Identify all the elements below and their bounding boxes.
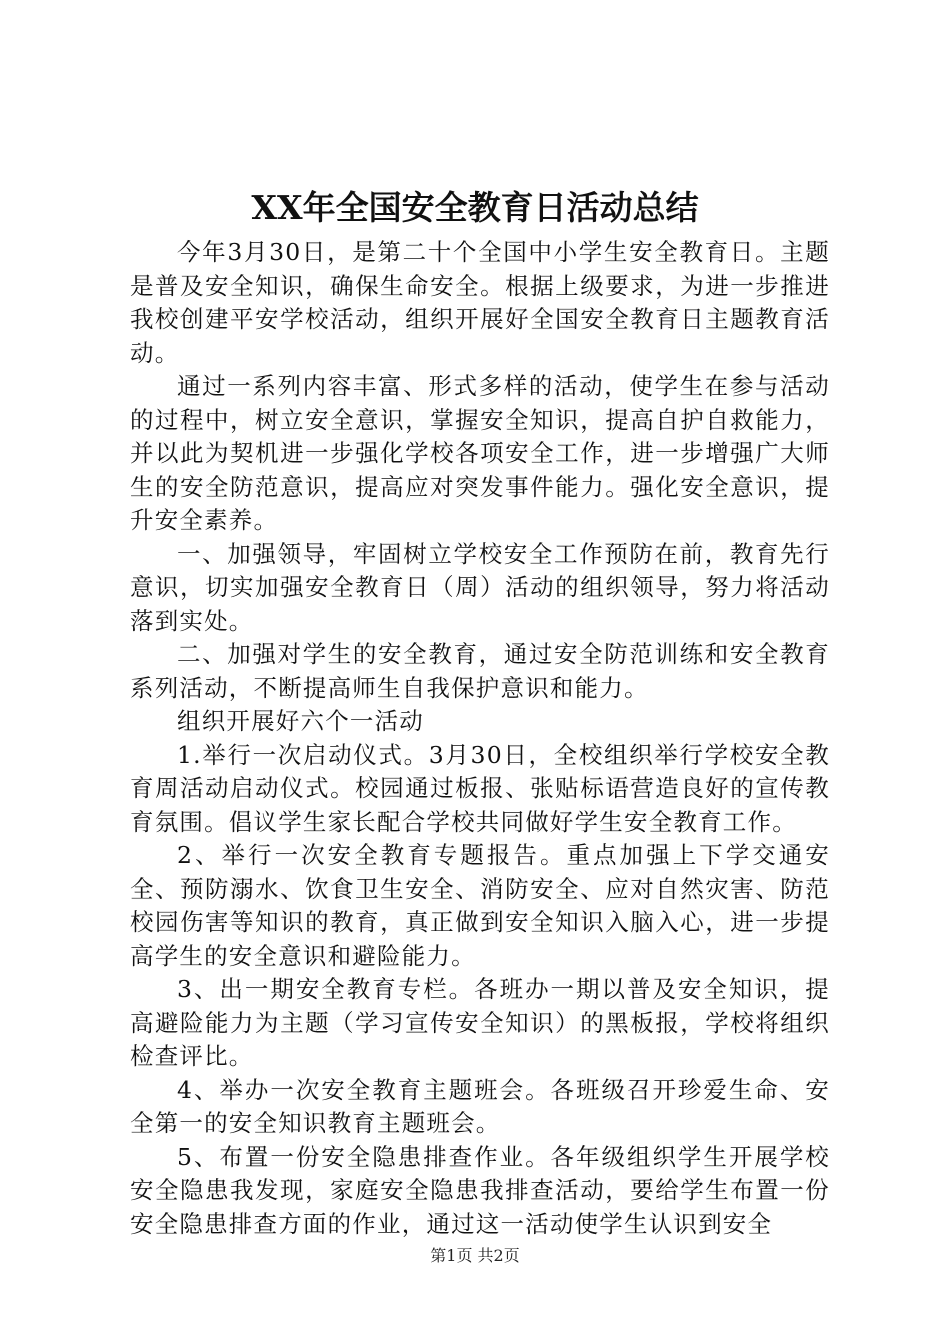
paragraph: 一、加强领导，牢固树立学校安全工作预防在前，教育先行意识，切实加强安全教育日（周）活动的组织领导，努力将活动落到实处。: [130, 539, 830, 635]
paragraph: 今年3月30日，是第二十个全国中小学生安全教育日。主题是普及安全知识，确保生命安全。根据上级要求，为进一步推进我校创建平安学校活动，组织开展好全国安全教育日主题教育活动。: [130, 238, 830, 367]
paragraph: 4、举办一次安全教育主题班会。各班级召开珍爱生命、安全第一的安全知识教育主题班会。: [130, 1075, 830, 1137]
paragraph: 5、布置一份安全隐患排查作业。各年级组织学生开展学校安全隐患我发现，家庭安全隐患我排查活动，要给学生布置一份安全隐患排查方面的作业，通过这一活动使学生认识到安全: [130, 1142, 830, 1238]
paragraph: 2、举行一次安全教育专题报告。重点加强上下学交通安全、预防溺水、饮食卫生安全、消防安全、应对自然灾害、防范校园伤害等知识的教育，真正做到安全知识入脑入心，进一步提高学生的安全意识和避险能力。: [130, 841, 830, 970]
paragraph: 通过一系列内容丰富、形式多样的活动，使学生在参与活动的过程中，树立安全意识，掌握安全知识，提高自护自救能力，并以此为契机进一步强化学校各项安全工作，进一步增强广大师生的安全防范意识，提高应对突发事件能力。强化安全意识，提升安全素养。: [130, 372, 830, 534]
document-title: XX年全国安全教育日活动总结: [251, 188, 699, 227]
document-body: [130, 236, 830, 1241]
paragraph: 二、加强对学生的安全教育，通过安全防范训练和安全教育系列活动，不断提高师生自我保护意识和能力。: [130, 640, 830, 702]
page-footer: 第1页 共2页: [430, 1246, 520, 1265]
paragraph: 3、出一期安全教育专栏。各班办一期以普及安全知识，提高避险能力为主题（学习宣传安全知识）的黑板报，学校将组织检查评比。: [130, 975, 830, 1070]
paragraph: 1.举行一次启动仪式。3月30日，全校组织举行学校安全教育周活动启动仪式。校园通过板报、张贴标语营造良好的宣传教育氛围。倡议学生家长配合学校共同做好学生安全教育工作。: [130, 740, 830, 836]
paragraph: 组织开展好六个一活动: [177, 707, 424, 735]
